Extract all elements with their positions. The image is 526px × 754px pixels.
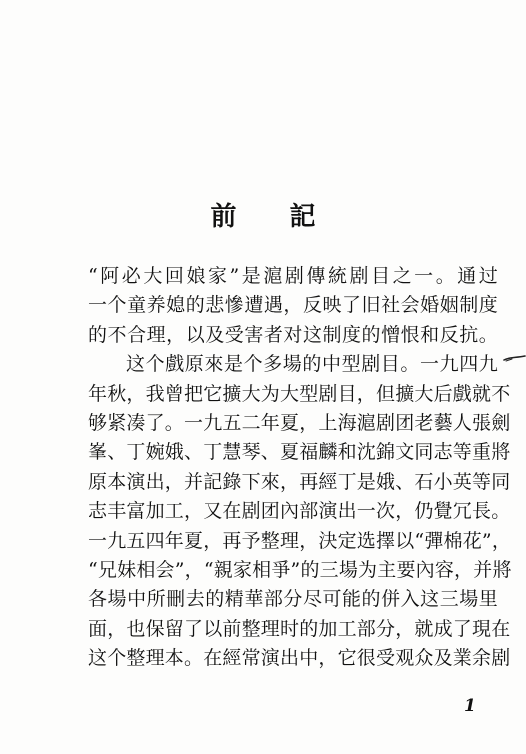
text-line: “阿必大回娘家”是滬剧傳統剧目之一。通过	[88, 265, 498, 287]
text-line: 志丰富加工，又在剧团內部演出一次，仍覺冗長。	[88, 500, 511, 523]
margin-pencil-mark	[503, 354, 526, 364]
text-line: 原本演出，并記錄下來，再經丁是娥、石小英等同	[88, 470, 511, 493]
text-line: 的不合理，以及受害者对这制度的憎恨和反抗。	[88, 323, 498, 346]
text-line: 够紧凑了。一九五二年夏，上海滬剧团老藝人張劍	[88, 411, 511, 434]
text-line: 面，也保留了以前整理时的加工部分，就成了現在	[88, 617, 511, 640]
text-line: 峯、丁婉娥、丁慧琴、夏福麟和沈錦文同志等重將	[88, 441, 511, 464]
page-title: 前 記	[210, 202, 338, 232]
text-line: 各場中所刪去的精華部分尽可能的併入这三場里	[88, 588, 498, 611]
text-line: 一个童养媳的悲慘遭遇，反映了旧社会婚姻制度	[88, 294, 498, 317]
text-line: 一九五四年夏，再予整理，決定选擇以“彈棉花”，	[88, 529, 512, 552]
text-line: “兄妹相会”，“親家相爭”的三場为主要內容，并將	[88, 558, 512, 581]
text-line: 这个戲原來是个多場的中型剧目。一九四九	[126, 353, 498, 376]
body-text	[88, 262, 512, 673]
text-line: 年秋，我曾把它擴大为大型剧目，但擴大后戲就不	[88, 382, 511, 405]
page-number: 1	[464, 696, 476, 716]
text-line: 这个整理本。在經常演出中，它很受观众及業余剧	[88, 647, 511, 670]
